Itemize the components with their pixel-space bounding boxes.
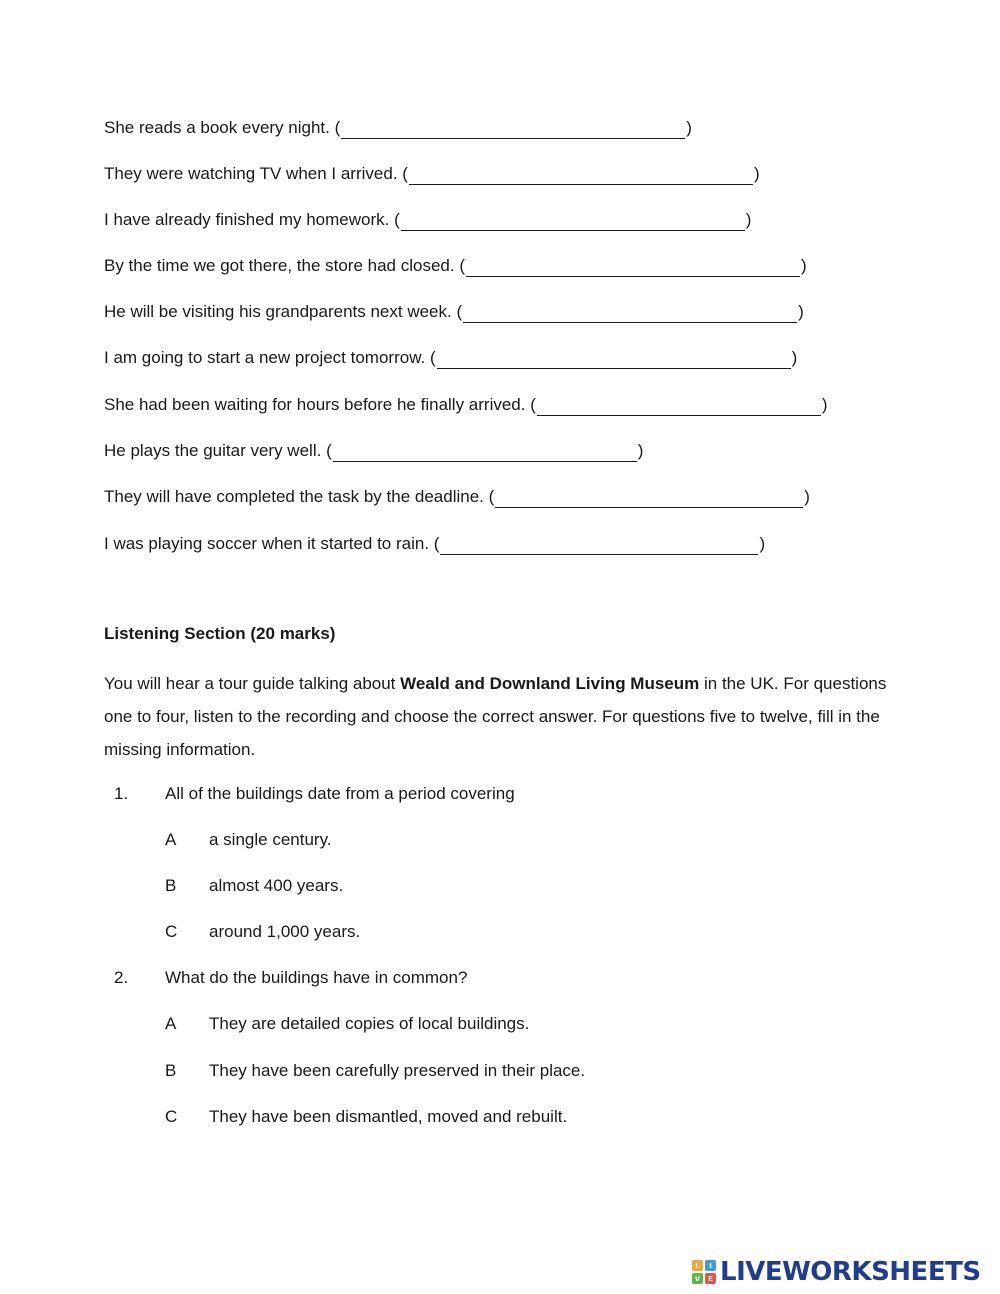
- answer-blank[interactable]: [401, 213, 745, 231]
- section-instructions: [104, 667, 904, 766]
- option-text[interactable]: around 1,000 years.: [209, 922, 361, 941]
- sentence-row: [104, 301, 804, 323]
- sentence-text: I am going to start a new project tomorrow.: [104, 348, 426, 367]
- bracket-close: ): [686, 118, 692, 137]
- sentence-row: [104, 347, 797, 369]
- question-number: 2.: [114, 968, 129, 987]
- bracket-open: (: [326, 441, 332, 460]
- section-heading: Listening Section (20 marks): [104, 624, 336, 643]
- sentence-text: I have already finished my homework.: [104, 210, 390, 229]
- answer-blank[interactable]: [463, 305, 797, 323]
- sentence-text: I was playing soccer when it started to rain.: [104, 534, 430, 553]
- sentence-row: [104, 163, 760, 185]
- answer-input[interactable]: [437, 354, 795, 371]
- sentence-row: [104, 209, 751, 231]
- logo-letter: V: [692, 1273, 703, 1284]
- logo-letter: E: [705, 1273, 716, 1284]
- sentence-text: They will have completed the task by the deadline.: [104, 487, 484, 506]
- answer-input[interactable]: [440, 540, 762, 557]
- sentence-row: [104, 533, 765, 555]
- bracket-close: ): [804, 487, 810, 506]
- intro-text-rest: in the UK. For questions one to four, listen to the recording and choose the correct answer. For questions five to twelve, fill in the missing information.: [104, 674, 887, 759]
- sentence-text: He plays the guitar very well.: [104, 441, 322, 460]
- bracket-open: (: [430, 348, 436, 367]
- logo-mark-icon: [692, 1260, 716, 1284]
- option-letter[interactable]: B: [165, 1061, 177, 1080]
- answer-input[interactable]: [466, 262, 804, 279]
- sentence-text: By the time we got there, the store had closed.: [104, 256, 455, 275]
- option-letter[interactable]: C: [165, 1107, 178, 1126]
- bracket-close: ): [759, 534, 766, 553]
- liveworksheets-logo: [692, 1257, 981, 1287]
- bracket-open: (: [456, 302, 463, 321]
- bracket-close: ): [801, 256, 807, 275]
- bracket-close: ): [745, 210, 752, 229]
- option-letter[interactable]: C: [165, 922, 178, 941]
- logo-letter: L: [692, 1260, 703, 1271]
- logo-letter: I: [705, 1260, 716, 1271]
- museum-name: Weald and Downland Living Museum: [400, 674, 700, 693]
- bracket-open: (: [402, 164, 408, 183]
- bracket-open: (: [394, 210, 400, 229]
- answer-blank[interactable]: [466, 259, 800, 277]
- answer-blank[interactable]: [537, 398, 821, 416]
- sentence-text: They were watching TV when I arrived.: [104, 164, 398, 183]
- option-text[interactable]: a single century.: [209, 830, 332, 849]
- bracket-close: ): [637, 441, 644, 460]
- question-text: All of the buildings date from a period covering: [165, 784, 515, 803]
- option-text[interactable]: almost 400 years.: [209, 876, 344, 895]
- answer-blank[interactable]: [341, 121, 685, 139]
- option-letter[interactable]: A: [165, 830, 177, 849]
- answer-input[interactable]: [495, 493, 807, 510]
- answer-blank[interactable]: [495, 490, 803, 508]
- sentence-row: [104, 255, 807, 277]
- sentence-text: She had been waiting for hours before he finally arrived.: [104, 395, 526, 414]
- bracket-close: ): [798, 302, 804, 321]
- intro-text: You will hear a tour guide talking about: [104, 674, 396, 693]
- option-text[interactable]: They have been carefully preserved in their place.: [209, 1061, 586, 1080]
- bracket-close: ): [753, 164, 760, 183]
- sentence-text: She reads a book every night.: [104, 118, 330, 137]
- answer-input[interactable]: [333, 447, 641, 464]
- answer-input[interactable]: [537, 401, 825, 418]
- question-text: What do the buildings have in common?: [165, 968, 468, 987]
- answer-input[interactable]: [401, 216, 749, 233]
- option-letter[interactable]: A: [165, 1014, 177, 1033]
- sentence-text: He will be visiting his grandparents next week.: [104, 302, 452, 321]
- bracket-open: (: [334, 118, 341, 137]
- answer-blank[interactable]: [440, 537, 758, 555]
- logo-text: LIVEWORKSHEETS: [720, 1257, 981, 1287]
- option-letter[interactable]: B: [165, 876, 177, 895]
- answer-input[interactable]: [463, 308, 801, 325]
- answer-input[interactable]: [409, 170, 757, 187]
- bracket-close: ): [791, 348, 798, 367]
- sentence-row: [104, 394, 828, 416]
- answer-blank[interactable]: [437, 351, 791, 369]
- option-text[interactable]: They have been dismantled, moved and rebuilt.: [209, 1107, 568, 1126]
- answer-blank[interactable]: [409, 167, 753, 185]
- bracket-open: (: [433, 534, 440, 553]
- bracket-open: (: [530, 395, 536, 414]
- question-number: 1.: [114, 784, 129, 803]
- bracket-close: ): [821, 395, 828, 414]
- answer-blank[interactable]: [333, 444, 637, 462]
- bracket-open: (: [488, 487, 495, 506]
- sentence-row: [104, 117, 692, 139]
- bracket-open: (: [459, 256, 465, 275]
- sentence-row: [104, 486, 810, 508]
- option-text[interactable]: They are detailed copies of local buildings.: [209, 1014, 530, 1033]
- answer-input[interactable]: [341, 124, 689, 141]
- sentence-row: [104, 440, 643, 462]
